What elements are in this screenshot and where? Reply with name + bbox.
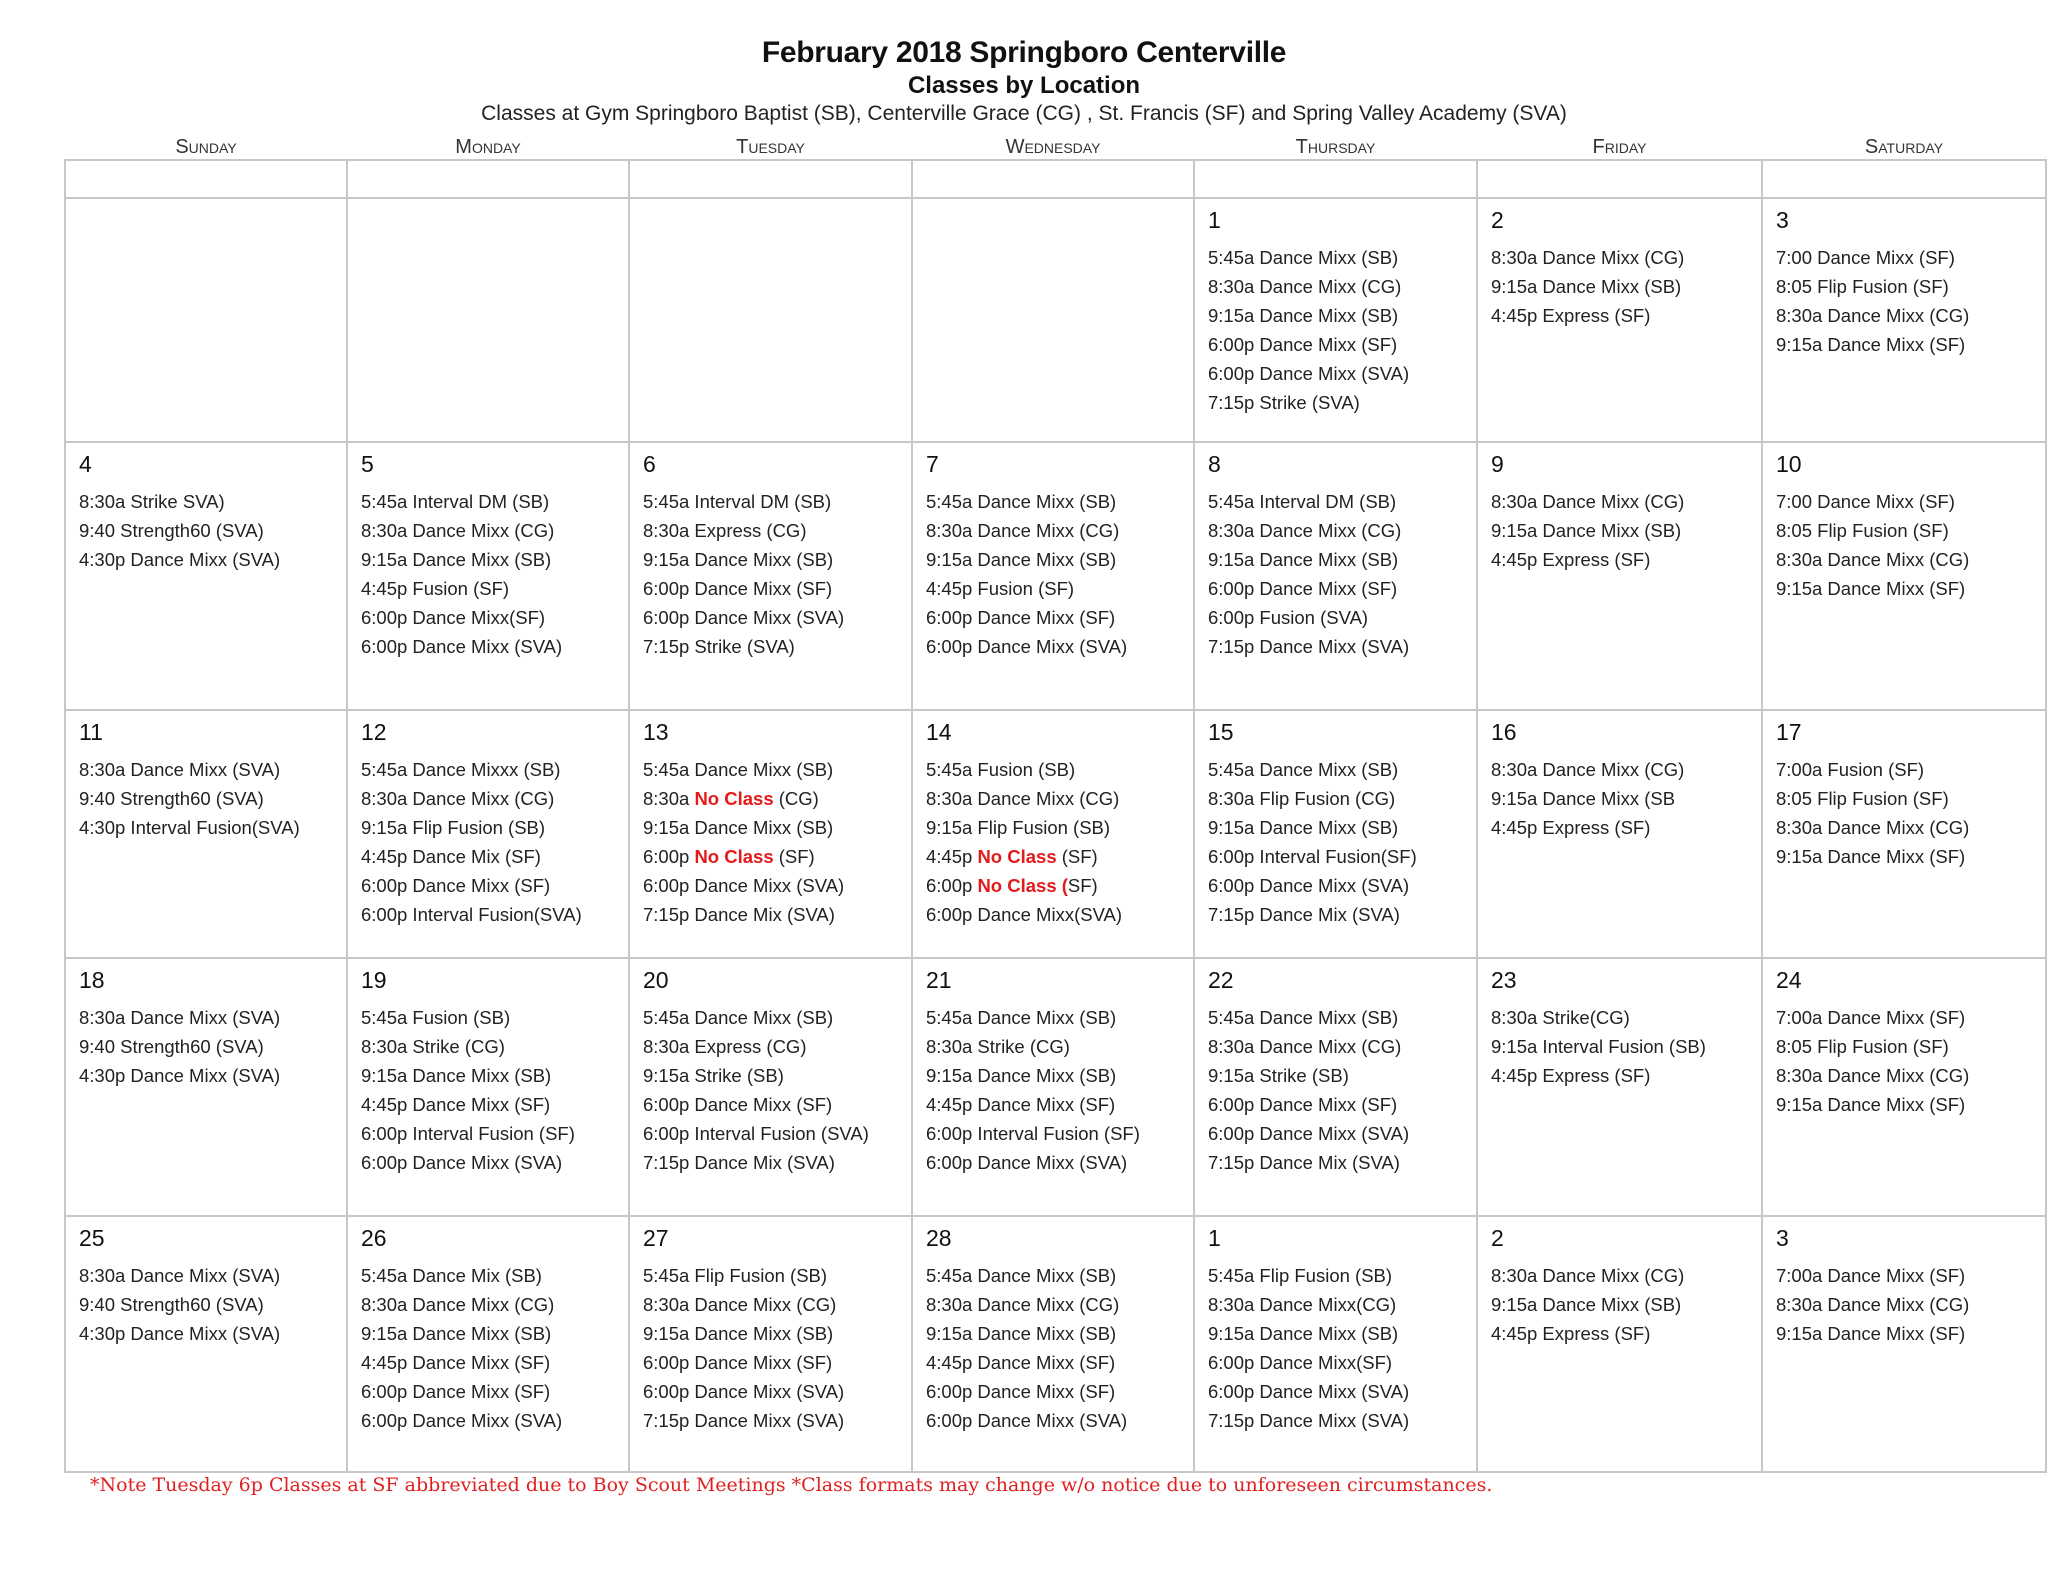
class-entry: 5:45a Dance Mixx (SB)	[1208, 247, 1399, 268]
day-cell	[1477, 1216, 1762, 1472]
class-entry: 4:45p Dance Mix (SF)	[361, 846, 541, 867]
day-number: 26	[361, 1225, 387, 1251]
day-cell	[1194, 958, 1477, 1216]
class-entry: 9:15a Dance Mixx (SB)	[926, 1065, 1117, 1086]
class-entry: 6:00p Dance Mixx (SVA)	[1208, 1123, 1410, 1144]
class-entry: 5:45a Interval DM (SB)	[361, 491, 550, 512]
class-entry: 4:30p Dance Mixx (SVA)	[79, 549, 281, 570]
class-entry: 8:30a Dance Mixx (CG)	[926, 788, 1120, 809]
blank-cell	[1762, 160, 2046, 198]
class-entry: 9:15a Strike (SB)	[643, 1065, 784, 1086]
class-entry: 6:00p Dance Mixx (SF)	[926, 607, 1116, 628]
class-entry: 8:30a Dance Mixx (CG)	[1776, 549, 1970, 570]
weekday-thursday: Thursday	[1295, 136, 1376, 158]
day-cell	[912, 958, 1194, 1216]
class-entry: 8:05 Flip Fusion (SF)	[1776, 788, 1949, 809]
class-entry: 9:15a Dance Mixx (SB)	[1491, 520, 1682, 541]
class-entry: 6:00p Dance Mixx (SVA)	[926, 636, 1128, 657]
blank-cell	[65, 160, 347, 198]
class-entry: 9:15a Dance Mixx (SB	[1491, 788, 1676, 809]
blank-row	[65, 160, 2046, 198]
class-entry: 6:00p Dance Mixx (SF)	[1208, 1094, 1398, 1115]
class-entry: 9:15a Dance Mixx (SB)	[1208, 549, 1399, 570]
class-entry: 4:30p Dance Mixx (SVA)	[79, 1323, 281, 1344]
class-entry: 6:00p Dance Mixx (SVA)	[643, 1381, 845, 1402]
class-time: 8:30a	[643, 788, 695, 809]
day-cell	[1194, 710, 1477, 958]
week-row	[65, 442, 2046, 710]
class-entry: 5:45a Dance Mixxx (SB)	[361, 759, 561, 780]
class-entry: 8:30a Dance Mixx (CG)	[361, 788, 555, 809]
class-entry: 5:45a Dance Mixx (SB)	[643, 759, 834, 780]
class-entry: 7:00a Dance Mixx (SF)	[1776, 1265, 1966, 1286]
class-entry: 6:00p Dance Mixx(SF)	[1208, 1352, 1393, 1373]
day-number: 4	[79, 451, 92, 477]
class-entry: 5:45a Dance Mixx (SB)	[926, 1265, 1117, 1286]
class-entry: 9:40 Strength60 (SVA)	[79, 1036, 264, 1057]
class-entry: 5:45a Fusion (SB)	[926, 759, 1076, 780]
class-entry: 6:00p Dance Mixx(SF)	[361, 607, 546, 628]
day-number: 15	[1208, 719, 1234, 745]
blank-cell	[1194, 160, 1477, 198]
class-entry: 6:00p Interval Fusion(SVA)	[361, 904, 582, 925]
class-entry: 4:45p Fusion (SF)	[361, 578, 510, 599]
class-entry: 9:40 Strength60 (SVA)	[79, 1294, 264, 1315]
day-cell	[347, 710, 629, 958]
class-entry	[643, 842, 901, 871]
class-entry: 8:30a Express (CG)	[643, 520, 807, 541]
class-entry: 6:00p Dance Mixx (SVA)	[926, 1410, 1128, 1431]
week-row	[65, 1216, 2046, 1472]
class-entry: 5:45a Dance Mixx (SB)	[643, 1007, 834, 1028]
day-cell	[1762, 198, 2046, 442]
day-number: 18	[79, 967, 105, 993]
day-number: 5	[361, 451, 374, 477]
day-cell	[1762, 442, 2046, 710]
day-cell	[912, 442, 1194, 710]
day-number: 11	[79, 719, 103, 745]
class-entry: 8:30a Dance Mixx(CG)	[1208, 1294, 1397, 1315]
class-entry: 7:00a Fusion (SF)	[1776, 759, 1925, 780]
weekday-friday: Friday	[1592, 136, 1647, 158]
class-entry: 6:00p Dance Mixx (SVA)	[926, 1152, 1128, 1173]
class-entry: 9:15a Dance Mixx (SB)	[643, 549, 834, 570]
day-cell	[347, 1216, 629, 1472]
class-entry: 5:45a Interval DM (SB)	[1208, 491, 1397, 512]
class-entry: 6:00p Dance Mixx (SVA)	[1208, 875, 1410, 896]
class-entry: 9:15a Dance Mixx (SB)	[1208, 1323, 1399, 1344]
class-entry: 8:30a Dance Mixx (CG)	[1776, 817, 1970, 838]
class-entry: 8:30a Dance Mixx (CG)	[1491, 1265, 1685, 1286]
class-entry: 4:45p Express (SF)	[1491, 1065, 1651, 1086]
class-entry: 9:15a Dance Mixx (SB)	[361, 549, 552, 570]
class-entry: 8:30a Dance Mixx (CG)	[1208, 276, 1402, 297]
no-class-label: No Class	[977, 846, 1057, 867]
class-entry: 6:00p Dance Mixx (SF)	[926, 1381, 1116, 1402]
class-entry: 4:45p Express (SF)	[1491, 1323, 1651, 1344]
class-entry: 4:45p Dance Mixx (SF)	[361, 1094, 551, 1115]
class-entry: 4:45p Express (SF)	[1491, 305, 1651, 326]
class-entry: 8:30a Strike (CG)	[926, 1036, 1070, 1057]
no-class-label: No Class	[694, 846, 774, 867]
class-entry: 6:00p Dance Mixx (SVA)	[361, 1152, 563, 1173]
class-entry: 8:30a Dance Mixx (SVA)	[79, 1007, 281, 1028]
day-cell	[347, 958, 629, 1216]
day-cell	[1194, 442, 1477, 710]
day-number: 10	[1776, 451, 1802, 477]
class-entry: 7:15p Strike (SVA)	[643, 636, 795, 657]
class-entry: 8:30a Dance Mixx (SVA)	[79, 759, 281, 780]
class-location: (SF)	[1056, 846, 1098, 867]
class-entry: 9:15a Dance Mixx (SF)	[1776, 578, 1966, 599]
class-location: (CG)	[773, 788, 819, 809]
class-entry: 6:00p Dance Mixx (SVA)	[361, 1410, 563, 1431]
class-entry: 9:15a Flip Fusion (SB)	[361, 817, 546, 838]
class-entry: 9:15a Dance Mixx (SB)	[926, 1323, 1117, 1344]
class-entry: 6:00p Dance Mixx (SVA)	[1208, 1381, 1410, 1402]
class-entry: 9:15a Dance Mixx (SF)	[1776, 1323, 1966, 1344]
day-number: 14	[926, 719, 952, 745]
day-cell	[1194, 198, 1477, 442]
class-entry: 9:15a Dance Mixx (SF)	[1776, 846, 1966, 867]
class-entry: 8:30a Strike SVA)	[79, 491, 225, 512]
weekday-saturday: Saturday	[1864, 136, 1944, 158]
class-entry: 9:15a Dance Mixx (SB)	[1491, 276, 1682, 297]
class-location: (SF)	[773, 846, 815, 867]
class-entry: 6:00p Dance Mixx (SF)	[361, 1381, 551, 1402]
class-entry: 7:15p Dance Mix (SVA)	[1208, 1152, 1400, 1173]
class-entry: 7:15p Strike (SVA)	[1208, 392, 1360, 413]
week-row	[65, 710, 2046, 958]
class-entry: 9:40 Strength60 (SVA)	[79, 520, 264, 541]
class-entry: 4:30p Dance Mixx (SVA)	[79, 1065, 281, 1086]
class-entry: 8:30a Express (CG)	[643, 1036, 807, 1057]
class-entry: 9:15a Dance Mixx (SB)	[1491, 1294, 1682, 1315]
class-entry: 9:15a Dance Mixx (SB)	[643, 817, 834, 838]
day-number: 2	[1491, 207, 1504, 233]
class-entry: 8:30a Dance Mixx (CG)	[926, 520, 1120, 541]
class-entry: 5:45a Fusion (SB)	[361, 1007, 511, 1028]
class-entry: 6:00p Dance Mixx (SF)	[643, 578, 833, 599]
no-class-label: No Class	[694, 788, 774, 809]
class-entry: 6:00p Interval Fusion (SF)	[926, 1123, 1140, 1144]
locations-legend: Classes at Gym Springboro Baptist (SB), Centerville Grace (CG) , St. Francis (SF) and Spring Valley Academy (SVA)	[481, 102, 1567, 125]
blank-cell	[629, 160, 912, 198]
class-entry: 6:00p Dance Mixx (SF)	[1208, 334, 1398, 355]
day-number: 12	[361, 719, 387, 745]
class-entry: 9:15a Interval Fusion (SB)	[1491, 1036, 1706, 1057]
class-entry: 8:30a Dance Mixx (CG)	[1208, 520, 1402, 541]
calendar-grid	[64, 135, 2047, 1473]
class-entry: 4:30p Interval Fusion(SVA)	[79, 817, 300, 838]
class-entry: 8:30a Dance Mixx (SVA)	[79, 1265, 281, 1286]
class-entry: 4:45p Dance Mixx (SF)	[361, 1352, 551, 1373]
day-number: 1	[1208, 1225, 1221, 1251]
day-cell	[1762, 710, 2046, 958]
day-cell	[347, 442, 629, 710]
day-number: 6	[643, 451, 656, 477]
class-time: 6:00p	[643, 846, 695, 867]
class-entry	[643, 784, 901, 813]
weekday-wednesday: Wednesday	[1005, 136, 1101, 158]
class-entry: 6:00p Dance Mixx (SVA)	[643, 607, 845, 628]
class-entry	[926, 871, 1183, 900]
class-entry: 8:30a Dance Mixx (CG)	[1491, 247, 1685, 268]
class-entry: 9:15a Flip Fusion (SB)	[926, 817, 1111, 838]
day-number: 3	[1776, 1225, 1789, 1251]
class-entry: 5:45a Dance Mixx (SB)	[926, 1007, 1117, 1028]
class-entry: 8:05 Flip Fusion (SF)	[1776, 1036, 1949, 1057]
class-entry: 8:30a Dance Mixx (CG)	[1491, 491, 1685, 512]
class-entry: 6:00p Dance Mixx (SVA)	[643, 875, 845, 896]
class-time: 6:00p	[926, 875, 978, 896]
weekday-monday: Monday	[455, 136, 521, 158]
day-cell	[65, 958, 347, 1216]
class-entry: 7:15p Dance Mixx (SVA)	[643, 1410, 845, 1431]
week-row	[65, 958, 2046, 1216]
class-entry: 6:00p Dance Mixx(SVA)	[926, 904, 1123, 925]
day-number: 27	[643, 1225, 669, 1251]
class-entry: 4:45p Dance Mixx (SF)	[926, 1094, 1116, 1115]
class-entry: 9:15a Dance Mixx (SF)	[1776, 1094, 1966, 1115]
class-entry: 8:05 Flip Fusion (SF)	[1776, 520, 1949, 541]
class-entry: 9:15a Dance Mixx (SB)	[926, 549, 1117, 570]
class-entry: 9:15a Dance Mixx (SF)	[1776, 334, 1966, 355]
class-entry: 7:00 Dance Mixx (SF)	[1776, 247, 1955, 268]
class-entry: 8:30a Dance Mixx (CG)	[1491, 759, 1685, 780]
day-number: 17	[1776, 719, 1802, 745]
class-entry: 8:30a Flip Fusion (CG)	[1208, 788, 1396, 809]
class-entry: 5:45a Dance Mix (SB)	[361, 1265, 542, 1286]
class-entry: 6:00p Interval Fusion (SVA)	[643, 1123, 869, 1144]
class-entry: 8:30a Dance Mixx (CG)	[1776, 1294, 1970, 1315]
class-entry: 6:00p Dance Mixx (SF)	[643, 1094, 833, 1115]
day-number: 22	[1208, 967, 1234, 993]
class-entry: 8:30a Dance Mixx (CG)	[643, 1294, 837, 1315]
class-entry	[926, 842, 1183, 871]
class-entry: 6:00p Interval Fusion (SF)	[361, 1123, 575, 1144]
class-entry: 8:30a Dance Mixx (CG)	[1776, 305, 1970, 326]
day-cell-empty	[629, 198, 912, 442]
class-time: 4:45p	[926, 846, 978, 867]
day-number: 20	[643, 967, 669, 993]
day-cell	[1477, 958, 1762, 1216]
class-entry: 7:15p Dance Mixx (SVA)	[1208, 636, 1410, 657]
weekday-header-row	[65, 135, 2046, 160]
blank-cell	[347, 160, 629, 198]
class-entry: 7:00a Dance Mixx (SF)	[1776, 1007, 1966, 1028]
class-entry: 7:15p Dance Mix (SVA)	[1208, 904, 1400, 925]
class-entry: 6:00p Interval Fusion(SF)	[1208, 846, 1417, 867]
class-entry: 5:45a Dance Mixx (SB)	[1208, 1007, 1399, 1028]
class-entry: 9:15a Strike (SB)	[1208, 1065, 1349, 1086]
class-entry: 5:45a Flip Fusion (SB)	[643, 1265, 828, 1286]
class-entry: 7:00 Dance Mixx (SF)	[1776, 491, 1955, 512]
class-entry: 9:40 Strength60 (SVA)	[79, 788, 264, 809]
class-entry: 5:45a Dance Mixx (SB)	[1208, 759, 1399, 780]
day-number: 21	[926, 967, 952, 993]
day-number: 19	[361, 967, 387, 993]
day-cell	[65, 710, 347, 958]
day-number: 24	[1776, 967, 1802, 993]
class-entry: 8:30a Dance Mixx (CG)	[361, 520, 555, 541]
day-cell	[65, 1216, 347, 1472]
class-entry: 8:30a Strike(CG)	[1491, 1007, 1630, 1028]
class-entry: 9:15a Dance Mixx (SB)	[1208, 817, 1399, 838]
class-entry: 5:45a Interval DM (SB)	[643, 491, 832, 512]
day-number: 8	[1208, 451, 1221, 477]
page-subtitle: Classes by Location	[907, 72, 1141, 99]
day-cell	[629, 1216, 912, 1472]
day-number: 3	[1776, 207, 1789, 233]
class-entry: 4:45p Fusion (SF)	[926, 578, 1075, 599]
class-entry: 7:15p Dance Mixx (SVA)	[1208, 1410, 1410, 1431]
class-entry: 9:15a Dance Mixx (SB)	[361, 1065, 552, 1086]
class-entry: 6:00p Dance Mixx (SF)	[643, 1352, 833, 1373]
blank-cell	[1477, 160, 1762, 198]
class-entry: 5:45a Flip Fusion (SB)	[1208, 1265, 1393, 1286]
day-cell	[912, 1216, 1194, 1472]
day-cell	[629, 958, 912, 1216]
day-cell-empty	[65, 198, 347, 442]
class-entry: 8:30a Dance Mixx (CG)	[361, 1294, 555, 1315]
day-number: 16	[1491, 719, 1517, 745]
day-number: 25	[79, 1225, 105, 1251]
class-entry: 9:15a Dance Mixx (SB)	[361, 1323, 552, 1344]
class-entry: 6:00p Dance Mixx (SF)	[361, 875, 551, 896]
class-entry: 5:45a Dance Mixx (SB)	[926, 491, 1117, 512]
day-number: 1	[1208, 207, 1221, 233]
day-cell	[629, 710, 912, 958]
day-cell	[1477, 710, 1762, 958]
page-title: February 2018 Springboro Centerville	[761, 36, 1287, 69]
class-entry: 9:15a Dance Mixx (SB)	[1208, 305, 1399, 326]
class-location: SF)	[1067, 875, 1098, 896]
day-cell	[65, 442, 347, 710]
class-entry: 6:00p Dance Mixx (SVA)	[1208, 363, 1410, 384]
day-cell-empty	[912, 198, 1194, 442]
class-entry: 4:45p Express (SF)	[1491, 817, 1651, 838]
day-cell-empty	[347, 198, 629, 442]
class-entry: 6:00p Dance Mixx (SVA)	[361, 636, 563, 657]
weekday-tuesday: Tuesday	[736, 136, 805, 158]
class-entry: 8:30a Strike (CG)	[361, 1036, 505, 1057]
no-class-label: No Class (	[977, 875, 1068, 896]
class-entry: 6:00p Fusion (SVA)	[1208, 607, 1369, 628]
blank-cell	[912, 160, 1194, 198]
day-number: 23	[1491, 967, 1517, 993]
class-entry: 8:05 Flip Fusion (SF)	[1776, 276, 1949, 297]
class-entry: 8:30a Dance Mixx (CG)	[1208, 1036, 1402, 1057]
class-entry: 7:15p Dance Mix (SVA)	[643, 904, 835, 925]
week-row	[65, 198, 2046, 442]
footer-note: *Note Tuesday 6p Classes at SF abbreviated due to Boy Scout Meetings *Class formats may change w/o notice due to unforeseen circumstances.	[90, 1474, 1493, 1496]
day-cell	[629, 442, 912, 710]
class-entry: 8:30a Dance Mixx (CG)	[926, 1294, 1120, 1315]
weekday-sunday: Sunday	[175, 136, 237, 158]
day-number: 9	[1491, 451, 1504, 477]
day-cell	[1477, 198, 1762, 442]
class-entry: 8:30a Dance Mixx (CG)	[1776, 1065, 1970, 1086]
day-cell	[1762, 1216, 2046, 1472]
day-cell	[1194, 1216, 1477, 1472]
day-number: 13	[643, 719, 669, 745]
class-entry: 4:45p Express (SF)	[1491, 549, 1651, 570]
day-cell	[912, 710, 1194, 958]
class-entry: 6:00p Dance Mixx (SF)	[1208, 578, 1398, 599]
day-cell	[1762, 958, 2046, 1216]
day-number: 2	[1491, 1225, 1504, 1251]
day-number: 28	[926, 1225, 952, 1251]
class-entry: 9:15a Dance Mixx (SB)	[643, 1323, 834, 1344]
day-number: 7	[926, 451, 939, 477]
class-entry: 7:15p Dance Mix (SVA)	[643, 1152, 835, 1173]
day-cell	[1477, 442, 1762, 710]
class-entry: 4:45p Dance Mixx (SF)	[926, 1352, 1116, 1373]
